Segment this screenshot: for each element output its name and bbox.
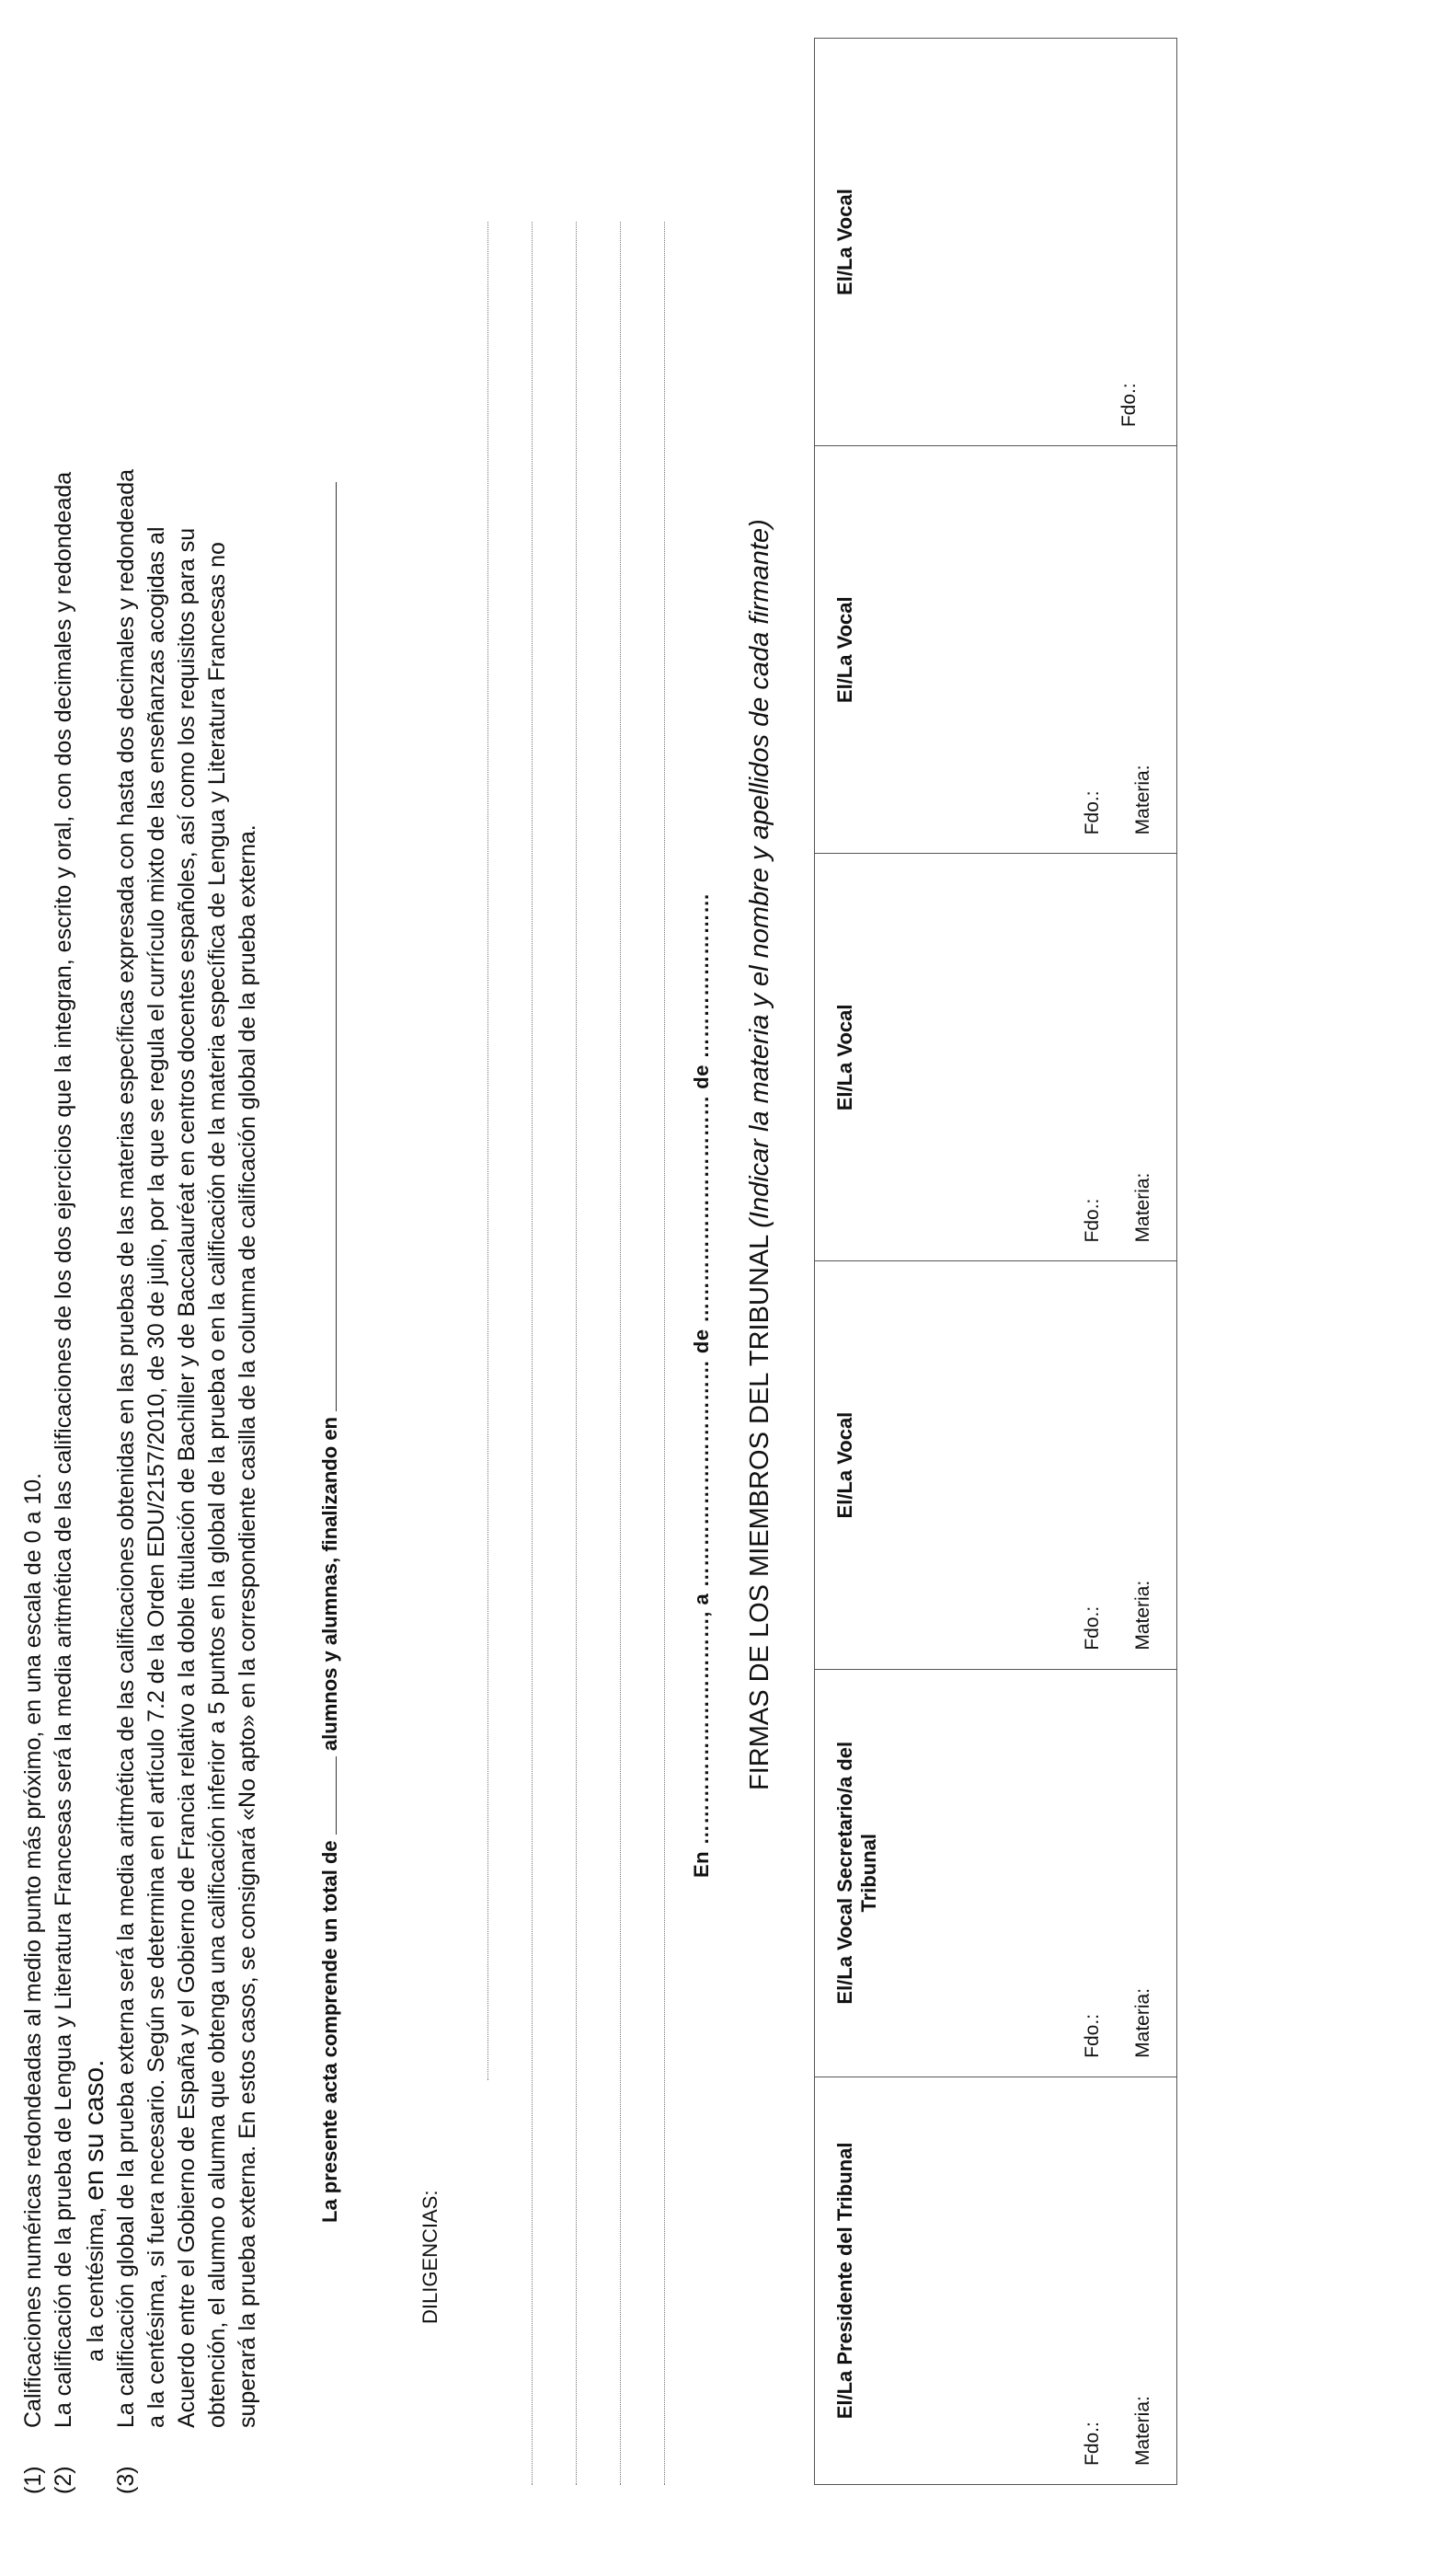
signature-fdo-label: Fdo.: <box>1082 2422 1103 2466</box>
summary-middle: alumnos y alumnas, finalizando en <box>318 1417 341 1752</box>
signature-role: El/La Vocal <box>833 596 856 704</box>
place-and-date-line: En ……………………………, a …………………………… de …………………………… de …………………… <box>690 892 713 1878</box>
signature-cell-president[interactable] <box>815 2077 1176 2484</box>
footnote-1 <box>18 194 49 2494</box>
record-summary <box>317 482 342 2223</box>
footnote-text: La calificación de la prueba de Lengua y Literatura Francesas será la media aritmética de las calificaciones de los dos ejercicios que la integran, escrito y oral, con dos decimales y redondeada <box>51 471 76 2428</box>
signature-cell-vocal[interactable] <box>815 1260 1176 1668</box>
diligencias-line[interactable] <box>487 222 488 2080</box>
signature-fdo-label: Fdo.: <box>1082 2013 1103 2058</box>
footnote-2 <box>49 194 79 2494</box>
summary-prefix: La presente acta comprende un total de <box>318 1840 341 2223</box>
end-reference-blank[interactable] <box>317 482 337 1411</box>
footnote-text: Calificaciones numéricas redondeadas al medio punto más próximo, en una escala de 0 a 10. <box>20 1472 46 2428</box>
signature-fdo-label: Fdo.: <box>1082 1198 1103 1243</box>
footnote-3-line-5 <box>233 194 263 2494</box>
footnote-text-large: en su caso. <box>79 2059 109 2201</box>
footnote-2-continuation <box>79 194 111 2494</box>
footnote-text: obtención, el alumno o alumna que obtenga una calificación inferior a 5 puntos en la global de la prueba o en la calificación de la materia específica de Lengua y Literatura Francesas no <box>204 542 230 2428</box>
diligencias-label: DILIGENCIAS: <box>418 2190 441 2324</box>
footnote-3 <box>111 194 142 2494</box>
signature-materia-label: Materia: <box>1132 765 1153 835</box>
signatures-instruction: (Indicar la materia y el nombre y apellidos de cada firmante) <box>745 519 774 1228</box>
signature-cell-vocal[interactable] <box>815 853 1176 1260</box>
signature-role: El/La Vocal <box>833 189 856 295</box>
diligencias-line[interactable] <box>532 222 533 2485</box>
footnote-3-line-4 <box>202 194 233 2494</box>
diligencias-line[interactable] <box>664 222 665 2485</box>
signature-materia-label: Materia: <box>1132 1580 1153 1651</box>
footnote-number: (2) <box>51 2466 76 2494</box>
diligencias-line[interactable] <box>620 222 621 2485</box>
signature-role: El/La Presidente del Tribunal <box>833 2142 856 2420</box>
signature-cell-secretary[interactable] <box>815 1669 1176 2077</box>
signature-role: El/La Vocal Secretario/a del Tribunal <box>833 1741 880 2005</box>
footnote-text <box>79 194 111 2428</box>
footnote-text: superará la prueba externa. En estos casos, se consignará «No apto» en la correspondiente casilla de la columna de calificación global de la prueba externa. <box>235 824 260 2428</box>
footnote-3-line-3 <box>172 194 202 2494</box>
footnotes <box>18 194 263 2494</box>
footnote-text: Acuerdo entre el Gobierno de España y el Gobierno de Francia relativo a la doble titulación de Bachiller y de Baccalauréat en centros docentes españoles, así como los requisitos para su <box>174 527 200 2428</box>
signature-cell-vocal[interactable] <box>815 445 1176 853</box>
diligencias-line[interactable] <box>576 222 577 2485</box>
signature-role: El/La Vocal <box>833 1004 856 1111</box>
footnote-text: a la centésima, si fuera necesario. Según se determina en el artículo 7.2 de la Orden EDU/2157/2010, de 30 de julio, por la que se regula el currículo mixto de las enseñanzas acogidas al <box>143 526 169 2428</box>
signatures-title: FIRMAS DE LOS MIEMBROS DEL TRIBUNAL <box>745 1227 774 1790</box>
signature-materia-label: Materia: <box>1132 1987 1153 2058</box>
signature-cell-vocal[interactable] <box>815 39 1176 445</box>
footnote-text-part: a la centésima, <box>83 2200 109 2362</box>
signature-fdo-label: Fdo.: <box>1082 790 1103 835</box>
signatures-table <box>814 38 1177 2485</box>
signature-materia-label: Materia: <box>1132 1172 1153 1243</box>
footnote-number: (3) <box>113 2466 139 2494</box>
signatures-heading <box>745 519 775 1790</box>
signature-fdo-label: Fdo.: <box>1118 383 1140 428</box>
footnote-text: La calificación global de la prueba externa será la media aritmética de las calificaciones obtenidas en las pruebas de las materias específicas expresada con hasta dos decimales y redondeada <box>113 468 139 2428</box>
signature-fdo-label: Fdo.: <box>1082 1605 1103 1651</box>
footnote-3-line-2 <box>142 194 172 2494</box>
signature-role: El/La Vocal <box>833 1411 856 1519</box>
signature-materia-label: Materia: <box>1132 2396 1153 2466</box>
total-students-blank[interactable] <box>317 1756 337 1835</box>
footnote-number: (1) <box>20 2466 46 2494</box>
